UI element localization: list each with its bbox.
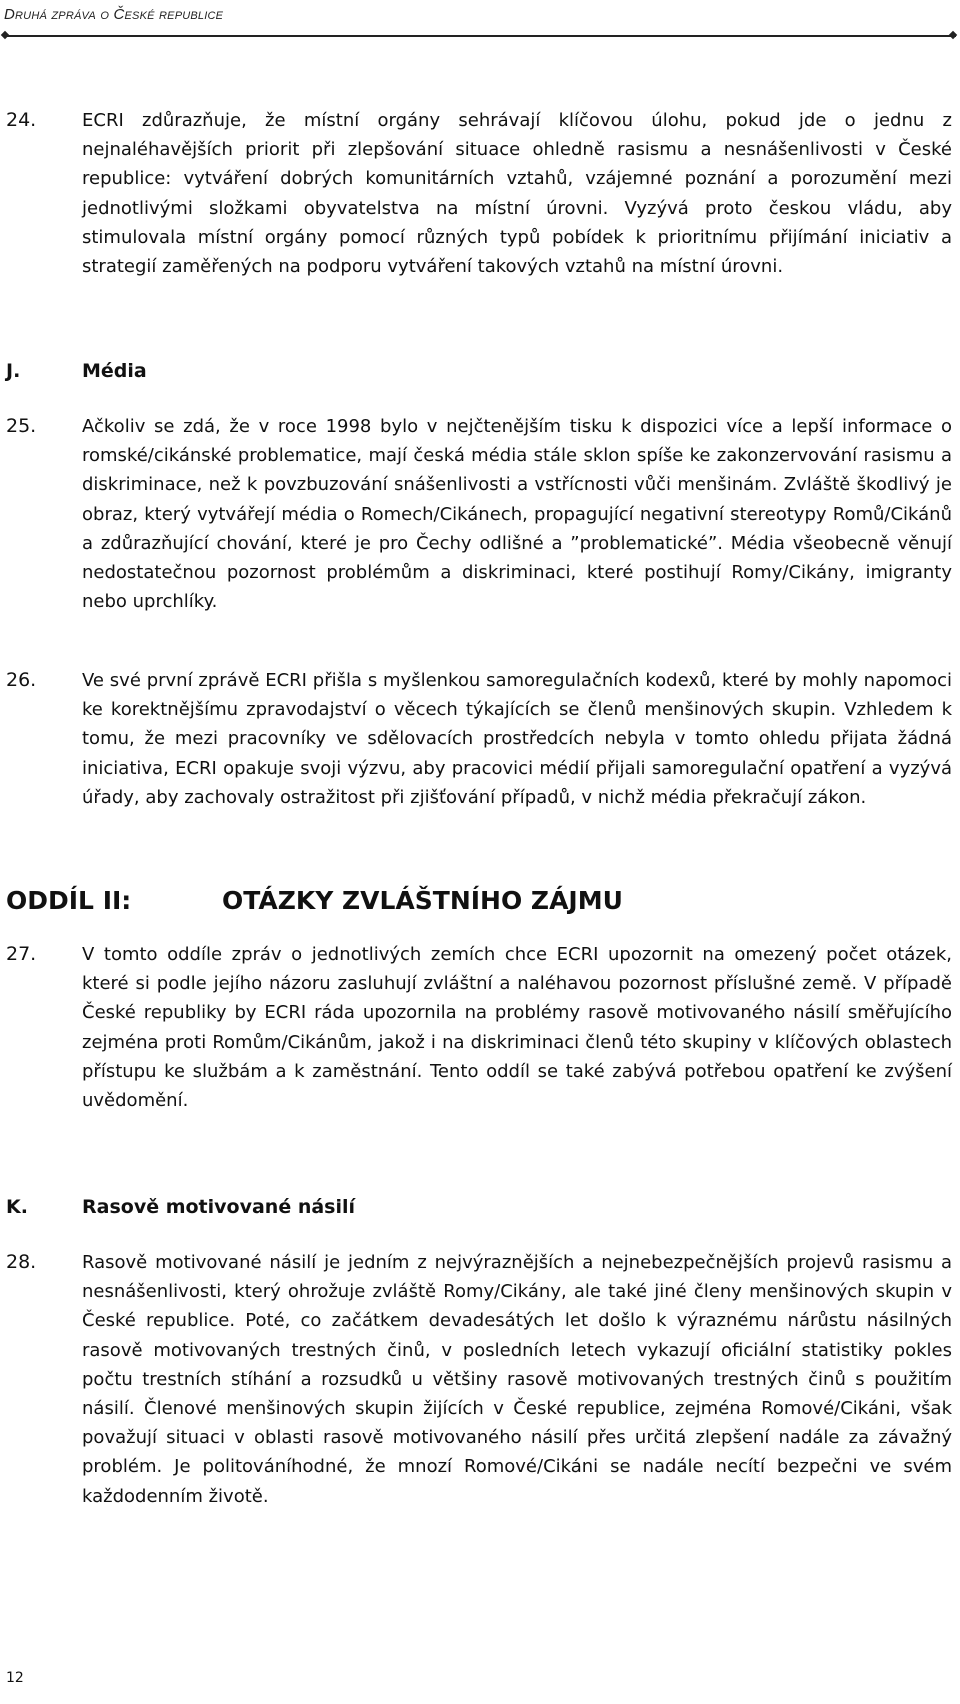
paragraph-text: Rasově motivované násilí je jedním z nejvýraznějších a nejnebezpečnějších projevů rasismu a nesnášenlivosti, který ohrožuje zvláště Romy/Cikány, ale také jiné členy menšinových skupin v České republice. Poté, co začátkem devadesátých let došlo k výraznému nárůstu násilných rasově motivovaných trestných činů, v posledních letech vykazují oficiální statistiky pokles počtu trestních stíhání a rozsudků u většiny rasově motivovaných trestných činů s použitím násilí. Členové menšinových skupin žijících v České republice, zejména Romové/Cikáni, však považují situaci v oblasti rasově motivovaného násilí přes určitá zlepšení nadále za závažný problém. Je politováníhodné, že mnozí Romové/Cikáni se nadále necítí bezpečni ve svém každodenním životě. [82,1252,952,1507]
paragraph-28 [6,1248,952,1511]
page-number: 12 [6,1670,24,1686]
paragraph-number: 25. [6,415,37,437]
rule-ornament-left [1,31,9,39]
running-header: Druhá zpráva o České republice [4,6,224,23]
paragraph-26 [6,666,952,812]
paragraph-number: 28. [6,1251,37,1273]
heading-letter: J. [6,360,21,382]
paragraph-25 [6,412,952,616]
paragraph-text: Ačkoliv se zdá, že v roce 1998 bylo v nejčtenějším tisku k dispozici více a lepší informace o romské/cikánské problematice, mají česká média stále sklon spíše ke zakonzervování rasismu a diskriminace, než k povzbuzování snášenlivosti a vstřícnosti vůči menšinám. Zvláště škodlivý je obraz, který vytvářejí média o Romech/Cikánech, propagující negativní stereotypy Romů/Cikánů a zdůrazňující chování, které je pro Čechy odlišné a ”problematické”. Média všeobecně věnují nedostatečnou pozornost problémům a diskriminaci, které postihují Romy/Cikány, imigranty nebo uprchlíky. [82,416,952,613]
heading-letter: K. [6,1196,28,1218]
paragraph-24 [6,106,952,281]
paragraph-number: 27. [6,943,37,965]
paragraph-number: 26. [6,669,37,691]
paragraph-27 [6,940,952,1115]
heading-label: Rasově motivované násilí [82,1196,356,1218]
heading-label: Média [82,360,147,382]
paragraph-number: 24. [6,109,37,131]
paragraph-text: ECRI zdůrazňuje, že místní orgány sehrávají klíčovou úlohu, pokud jde o jednu z nejnaléhavějších priorit při zlepšování situace ohledně rasismu a nesnášenlivosti v České republice: vytváření dobrých komunitárních vztahů, vzájemné poznání a porozumění mezi jednotlivými složkami obyvatelstva na místní úrovni. Vyzývá proto českou vládu, aby stimulovala místní orgány pomocí různých typů pobídek k prioritnímu přijímání iniciativ a strategií zaměřených na podporu vytváření takových vztahů na místní úrovni. [82,110,952,278]
paragraph-text: Ve své první zprávě ECRI přišla s myšlenkou samoregulačních kodexů, které by mohly napomoci ke korektnějšímu zpravodajství o věcech týkajících se členů menšinových skupin. Vzhledem k tomu, že mezi pracovníky ve sdělovacích prostředcích nebyla v tomto ohledu přijata žádná iniciativa, ECRI opakuje svoji výzvu, aby pracovici médií přijali samoregulační opatření a vyzývá úřady, aby zachovaly ostražitost při zjišťování případů, v nichž média překračují zákon. [82,670,952,808]
rule-ornament-right [949,31,957,39]
paragraph-text: V tomto oddíle zpráv o jednotlivých zemích chce ECRI upozornit na omezený počet otázek, které si podle jejího názoru zasluhují zvláštní a naléhavou pozornost příslušné země. V případě České republiky by ECRI ráda upozornila na problémy rasově motivovaného násilí směřujícího zejména proti Romům/Cikánům, jakož i na diskriminaci členů této skupiny v klíčových oblastech přístupu ke službám a k zaměstnání. Tento oddíl se také zabývá potřebou opatření ke zvýšení uvědomění. [82,944,952,1112]
section-title: OTÁZKY ZVLÁŠTNÍHO ZÁJMU [222,886,623,915]
header-rule [4,35,956,37]
section-part: ODDÍL II: [6,886,132,915]
